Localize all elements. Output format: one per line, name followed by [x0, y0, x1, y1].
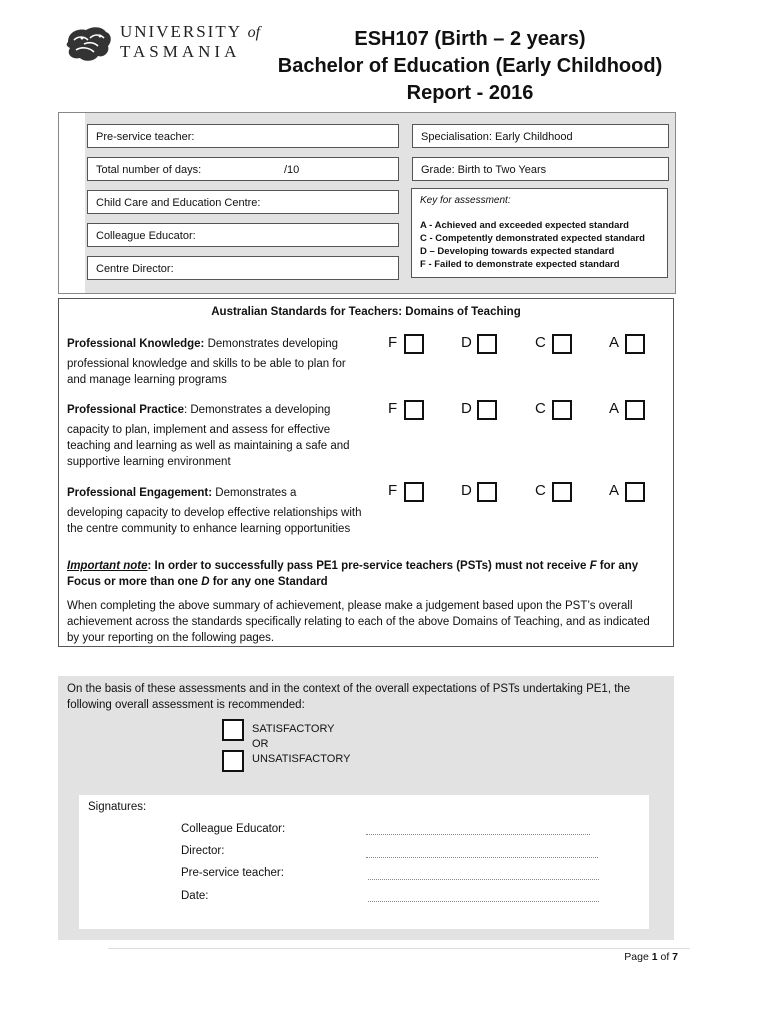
satisfactory-label: SATISFACTORY — [252, 723, 335, 735]
grade-label-f: F — [388, 482, 398, 499]
grade-label-f: F — [388, 334, 398, 351]
engagement-checkbox-c[interactable] — [552, 482, 572, 502]
total-days-suffix: /10 — [284, 164, 300, 176]
centre-director-field[interactable]: Centre Director: — [87, 256, 399, 280]
grade-label-c: C — [535, 334, 546, 351]
sig-pst-label: Pre-service teacher: — [181, 867, 284, 879]
grade-label-d: D — [461, 334, 472, 351]
practice-checkbox-c[interactable] — [552, 400, 572, 420]
practice-checkbox-a[interactable] — [625, 400, 645, 420]
grade-label-d: D — [461, 482, 472, 499]
grade-field: Grade: Birth to Two Years — [412, 157, 669, 181]
standard-professional-engagement: Professional Engagement: Demonstrates a developing capacity to develop effective relationships with the centre community to enhance learning opportunities — [67, 487, 362, 535]
grade-label-d: D — [461, 400, 472, 417]
engagement-checkbox-d[interactable] — [477, 482, 497, 502]
signatures-panel — [79, 795, 649, 929]
page-number: Page 1 of 7 — [624, 951, 678, 963]
key-item-d: D – Developing towards expected standard — [420, 246, 615, 257]
signatures-title: Signatures: — [88, 801, 147, 813]
grade-label-a: A — [609, 482, 620, 499]
colleague-educator-field[interactable]: Colleague Educator: — [87, 223, 399, 247]
practice-checkbox-f[interactable] — [404, 400, 424, 420]
knowledge-checkbox-c[interactable] — [552, 334, 572, 354]
grade-label-c: C — [535, 400, 546, 417]
important-note: Important note: In order to successfully pass PE1 pre-service teachers (PSTs) must not receive F for any Focus or more than one D for any one Standard — [67, 560, 639, 588]
knowledge-checkbox-d[interactable] — [477, 334, 497, 354]
total-days-field[interactable]: Total number of days: /10 — [87, 157, 399, 181]
or-label: OR — [252, 738, 269, 750]
specialisation-field: Specialisation: Early Childhood — [412, 124, 669, 148]
report-title-line3: Report - 2016 — [406, 82, 534, 104]
standard-professional-knowledge: Professional Knowledge: Demonstrates developing professional knowledge and skills to be able to plan for and manage learning programs — [67, 338, 346, 386]
grade-label-a: A — [609, 334, 620, 351]
engagement-checkbox-a[interactable] — [625, 482, 645, 502]
logo-text-university: UNIVERSITY of — [120, 22, 261, 41]
key-item-a: A - Achieved and exceeded expected standard — [420, 220, 629, 231]
footer-divider — [108, 948, 690, 949]
key-item-f: F - Failed to demonstrate expected standard — [420, 259, 620, 270]
practice-checkbox-d[interactable] — [477, 400, 497, 420]
satisfactory-checkbox[interactable] — [222, 719, 244, 741]
knowledge-checkbox-f[interactable] — [404, 334, 424, 354]
sig-date-line[interactable] — [368, 901, 599, 902]
tasmanian-lion-crest-icon — [64, 24, 114, 64]
grade-label-a: A — [609, 400, 620, 417]
sig-colleague-line[interactable] — [366, 834, 590, 835]
standard-professional-practice: Professional Practice: Demonstrates a developing capacity to plan, implement and assess for effective teaching and learning as well as maintaining a safe and supportive learning environment — [67, 404, 350, 468]
engagement-checkbox-f[interactable] — [404, 482, 424, 502]
grade-label-c: C — [535, 482, 546, 499]
standards-heading: Australian Standards for Teachers: Domains of Teaching — [211, 306, 521, 318]
recommendation-text: On the basis of these assessments and in the context of the overall expectations of PSTs undertaking PE1, the following overall assessment is recommended: — [67, 683, 631, 711]
unsatisfactory-checkbox[interactable] — [222, 750, 244, 772]
sig-director-label: Director: — [181, 845, 225, 857]
report-title-line2: Bachelor of Education (Early Childhood) — [277, 55, 663, 77]
key-item-c: C - Competently demonstrated expected standard — [420, 233, 645, 244]
sig-date-label: Date: — [181, 890, 209, 902]
sig-colleague-label: Colleague Educator: — [181, 823, 286, 835]
pre-service-teacher-field[interactable]: Pre-service teacher: — [87, 124, 399, 148]
key-title: Key for assessment: — [420, 195, 511, 206]
centre-field[interactable]: Child Care and Education Centre: — [87, 190, 399, 214]
unsatisfactory-label: UNSATISFACTORY — [252, 753, 351, 765]
report-title-line1: ESH107 (Birth – 2 years) — [354, 28, 586, 50]
sig-director-line[interactable] — [366, 857, 598, 858]
sig-pst-line[interactable] — [368, 879, 599, 880]
judgement-paragraph: When completing the above summary of achievement, please make a judgement based upon the PST’s overall achievement across the standards specifically relating to each of the above Domains of Teaching, and as indicated by your reporting on the following pages. — [67, 600, 650, 644]
logo-text-tasmania: TASMANIA — [120, 42, 241, 61]
grade-label-f: F — [388, 400, 398, 417]
knowledge-checkbox-a[interactable] — [625, 334, 645, 354]
assessment-key — [411, 188, 668, 278]
university-logo — [64, 20, 264, 68]
